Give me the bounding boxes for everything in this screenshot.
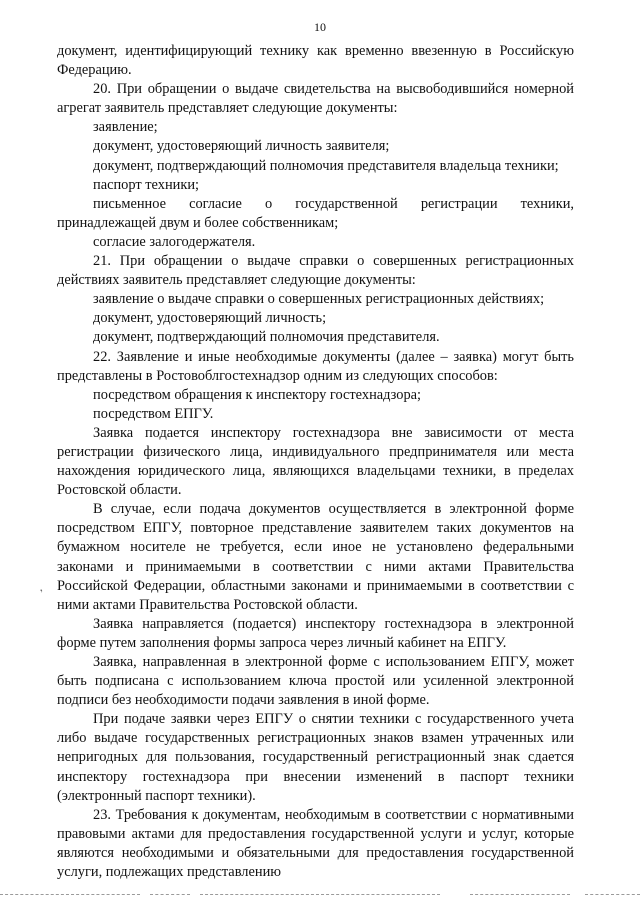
paragraph: 20. При обращении о выдаче свидетельства на высвободившийся номерной агрегат заявитель представляет следующие документы: (57, 81, 574, 117)
paragraph: заявление о выдаче справки о совершенных регистрационных действиях; (93, 291, 545, 308)
scan-edge-line (200, 894, 440, 895)
scan-edge-line (470, 894, 570, 895)
paragraph: Заявка подается инспектору гостехнадзора вне зависимости от места регистрации физического лица, индивидуального предпринимателя или места нахождения юридического лица, являющихся владельцами техники, в пределах Ростовской области. (57, 424, 574, 499)
paragraph: документ, идентифицирующий технику как временно ввезенную в Российскую Федерацию. (57, 43, 574, 79)
paragraph: Заявка направляется (подается) инспектору гостехнадзора в электронной форме путем заполнения формы запроса через личный кабинет на ЕПГУ. (57, 615, 574, 651)
paragraph: посредством ЕПГУ. (93, 405, 214, 422)
margin-mark: ‚ (35, 581, 45, 595)
paragraph: документ, удостоверяющий личность заявителя; (93, 138, 390, 155)
paragraph: 23. Требования к документам, необходимым в соответствии с нормативными правовыми актами для предоставления государственной услуги и услуг, которые являются необходимыми и обязательными для предоставления государственной услуги, подлежащих представлению (57, 806, 574, 881)
paragraph: В случае, если подача документов осуществляется в электронной форме посредством ЕПГУ, повторное представление заявителем таких документов на бумажном носителе не требуется, если иное не установлено федеральными законами и принимаемыми в соответствии с ними актами Правительства Российской Федерации, областными законами и принимаемыми в соответствии с ними актами Правительства Ростовской области. (57, 501, 574, 613)
document-body (57, 42, 574, 882)
page-number: 10 (314, 20, 326, 34)
paragraph: Заявка, направленная в электронной форме с использованием ЕПГУ, может быть подписана с использованием ключа простой или усиленной электронной подписи без необходимости подачи заявления в иной форме. (57, 654, 574, 709)
paragraph: 21. При обращении о выдаче справки о совершенных регистрационных действиях заявитель представляет следующие документы: (57, 253, 574, 289)
paragraph: согласие залогодержателя. (93, 233, 256, 250)
paragraph: посредством обращения к инспектору гостехнадзора; (93, 386, 422, 403)
paragraph: заявление; (93, 119, 158, 136)
paragraph: документ, удостоверяющий личность; (93, 310, 327, 327)
paragraph: документ, подтверждающий полномочия представителя владельца техники; (93, 157, 559, 174)
paragraph: письменное согласие о государственной регистрации техники, принадлежащей двум и более собственникам; (57, 195, 574, 231)
scan-edge-line (150, 894, 190, 895)
paragraph: документ, подтверждающий полномочия представителя. (93, 329, 440, 346)
paragraph: При подаче заявки через ЕПГУ о снятии техники с государственного учета либо выдаче государственных регистрационных знаков взамен утраченных или непригодных для пользования, государственный регистрационный знак сдается инспектору гостехнадзора при внесении изменений в паспорт техники (электронный паспорт техники). (57, 711, 574, 804)
paragraph: паспорт техники; (93, 176, 200, 193)
scan-edge-line (585, 894, 640, 895)
scan-edge-line (0, 894, 140, 895)
paragraph: 22. Заявление и иные необходимые документы (далее – заявка) могут быть представлены в Ростовоблгостехнадзор одним из следующих способов: (57, 348, 574, 384)
